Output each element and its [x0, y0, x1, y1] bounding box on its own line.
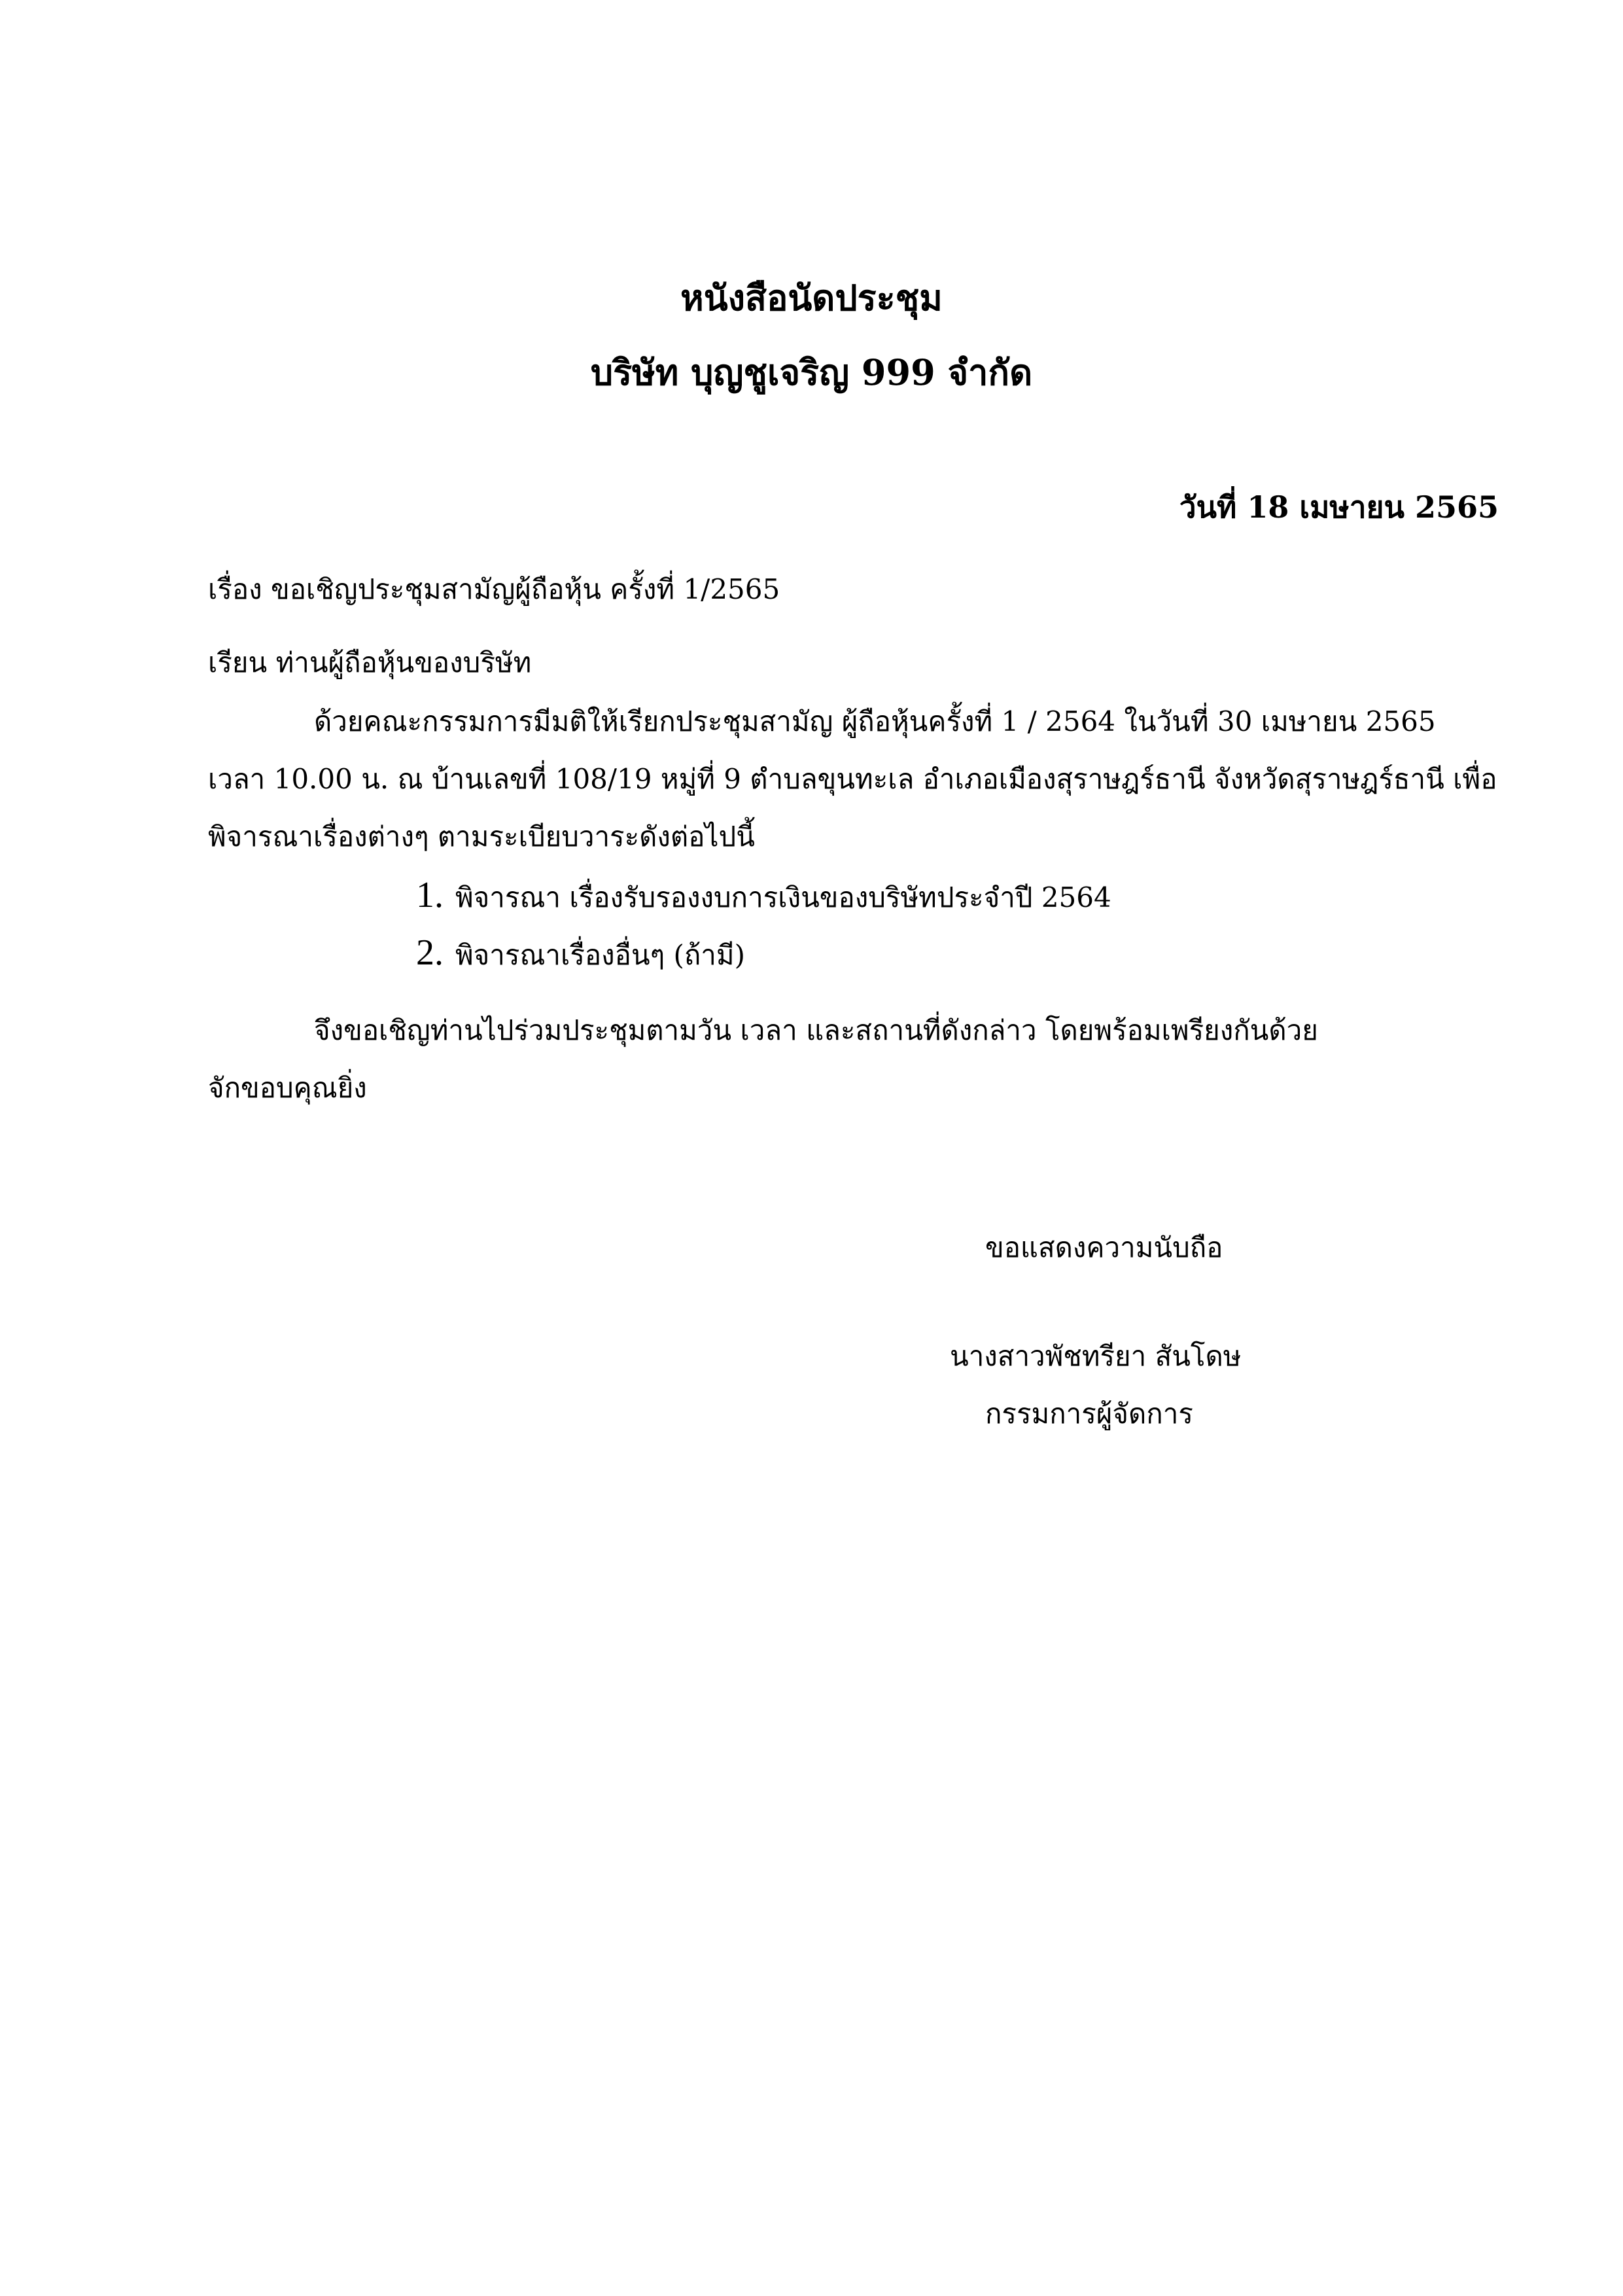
letter-date: วันที่ 18 เมษายน 2565	[1179, 489, 1499, 525]
signer-name: นางสาวพัชทรียา สันโดษ	[950, 1340, 1242, 1372]
agenda-text: พิจารณา เรื่องรับรองงบการเงินของบริษัทประจำปี 2564	[455, 881, 1111, 913]
agenda-item	[416, 877, 1111, 913]
document-title: หนังสือนัดประชุม	[680, 277, 943, 319]
company-name: บริษัท บุญชูเจริญ 999 จำกัด	[590, 351, 1033, 393]
signoff: ขอแสดงความนับถือ	[985, 1231, 1223, 1263]
body-line: พิจารณาเรื่องต่างๆ ตามระเบียบวาระดังต่อไปนี้	[208, 821, 755, 853]
body-line: เวลา 10.00 น. ณ บ้านเลขที่ 108/19 หมู่ที่ 9 ตำบลขุนทะเล อำเภอเมืองสุราษฎร์ธานี จังหวัดสุราษฎร์ธานี เพื่อ	[208, 763, 1497, 795]
agenda-number: 1.	[416, 875, 444, 915]
closing-line: จึงขอเชิญท่านไปร่วมประชุมตามวัน เวลา และสถานที่ดังกล่าว โดยพร้อมเพรียงกันด้วย	[314, 1014, 1318, 1046]
agenda-text: พิจารณาเรื่องอื่นๆ (ถ้ามี)	[455, 939, 745, 971]
salutation: เรียน ท่านผู้ถือหุ้นของบริษัท	[208, 646, 532, 679]
body-line: ด้วยคณะกรรมการมีมติให้เรียกประชุมสามัญ ผู้ถือหุ้นครั้งที่ 1 / 2564 ในวันที่ 30 เมษายน 2565	[314, 705, 1436, 737]
signer-title: กรรมการผู้จัดการ	[985, 1398, 1193, 1430]
subject-line: เรื่อง ขอเชิญประชุมสามัญผู้ถือหุ้น ครั้งที่ 1/2565	[208, 573, 780, 605]
agenda-item	[416, 934, 745, 971]
agenda-number: 2.	[416, 932, 444, 973]
closing-line: จักขอบคุณยิ่ง	[208, 1072, 367, 1104]
